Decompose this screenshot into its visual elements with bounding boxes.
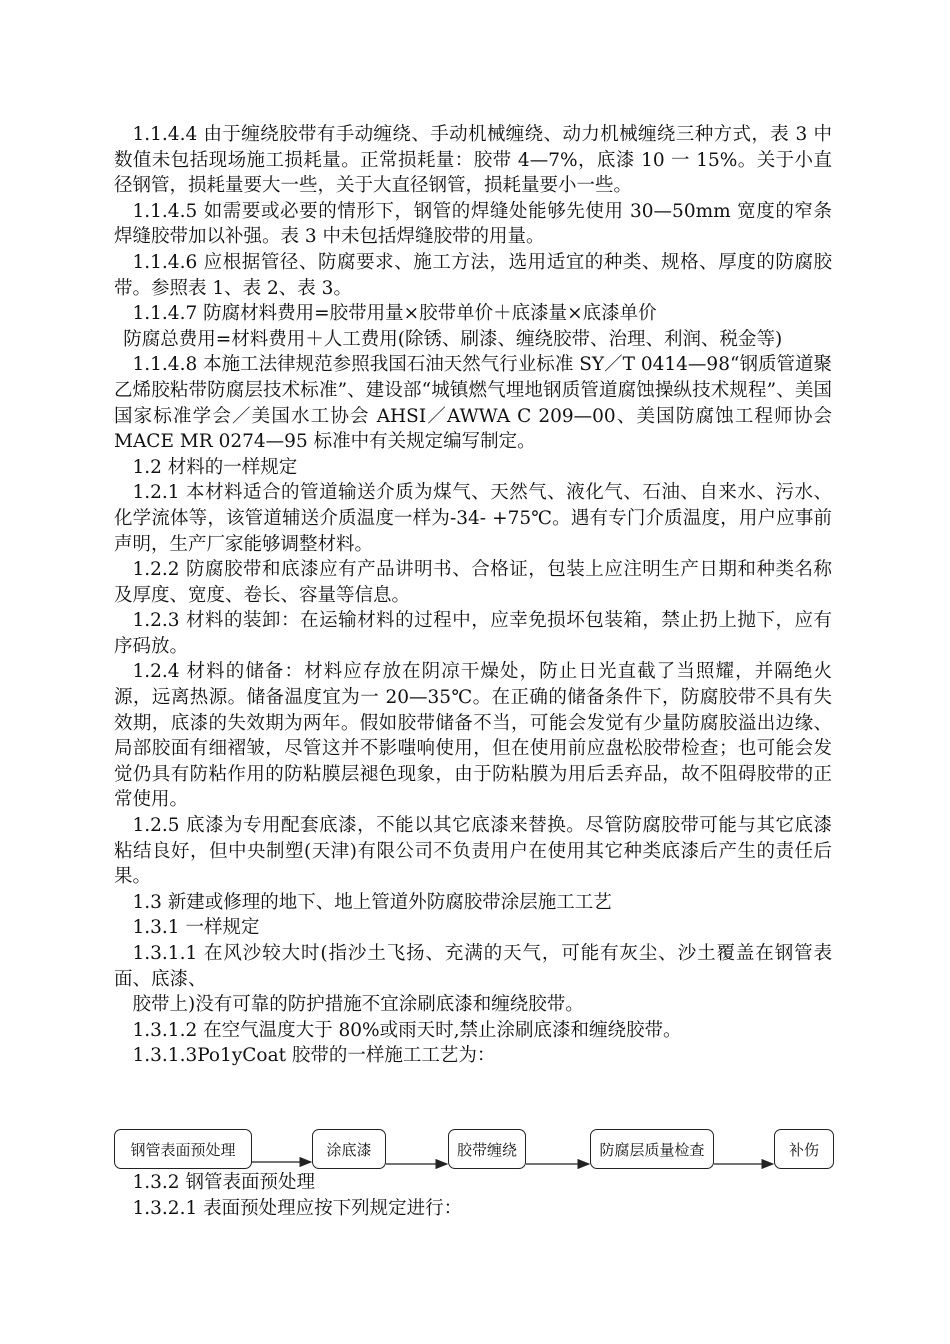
- paragraph-1-1-4-5: 1.1.4.5 如需要或必要的情形下，钢管的焊缝处能够先使用 30—50mm 宽度的窄条焊缝胶带加以补强。表 3 中未包括焊缝胶带的用量。: [114, 200, 832, 248]
- paragraph-1-1-4-7: 1.1.4.7 防腐材料费用=胶带用量×胶带单价＋底漆量×底漆单价: [132, 303, 657, 325]
- paragraph-1-3-1-3: 1.3.1.3Po1yCoat 胶带的一样施工工艺为：: [132, 1045, 496, 1067]
- paragraph-1-2-2: 1.2.2 防腐胶带和底漆应有产品讲明书、合格证，包装上应注明生产日期和种类名称及厚度、宽度、卷长、容量等信息。: [114, 559, 832, 606]
- flow-step-surface-pretreatment: 钢管表面预处理: [114, 1129, 252, 1169]
- paragraph-1-1-4-6: 1.1.4.6 应根据管径、防腐要求、施工方法，选用适宜的种类、规格、厚度的防腐胶带。参照表 1、表 2、表 3。: [114, 251, 832, 299]
- heading-1-2: 1.2 材料的一样规定: [132, 456, 298, 478]
- flow-step-primer: 涂底漆: [312, 1129, 386, 1169]
- flow-step-quality-inspection: 防腐层质量检查: [590, 1129, 714, 1169]
- document-body: [114, 122, 832, 1069]
- heading-1-3: 1.3 新建或修理的地下、地上管道外防腐胶带涂层施工工艺: [132, 891, 612, 913]
- flow-step-tape-wrapping: 胶带缠绕: [448, 1129, 526, 1169]
- flow-step-repair: 补伤: [774, 1129, 834, 1169]
- paragraph-1-2-5: 1.2.5 底漆为专用配套底漆，不能以其它底漆来替换。尽管防腐胶带可能与其它底漆粘结良好，但中央制塑(天津)有限公司不负责用户在使用其它种类底漆后产生的责任后果。: [114, 815, 832, 888]
- process-flowchart: [114, 1129, 836, 1175]
- paragraph-total-cost: 防腐总费用=材料费用＋人工费用(除锈、刷漆、缠绕胶带、治理、利润、税金等): [123, 328, 783, 350]
- flow-arrows: [114, 1129, 836, 1175]
- paragraph-1-2-1: 1.2.1 本材料适合的管道输送介质为煤气、天然气、液化气、石油、自来水、污水、化学流体等，该管道辅送介质温度一样为-34- +75℃。遇有专门介质温度，用户应事前声明，生产厂家能够调整材料。: [114, 482, 832, 555]
- paragraph-1-3-2-1: 1.3.2.1 表面预处理应按下列规定进行：: [132, 1197, 463, 1219]
- paragraph-1-3-1-1-cont: 胶带上)没有可靠的防护措施不宜涂刷底漆和缠绕胶带。: [132, 994, 584, 1016]
- document-body-after-flow: [114, 1170, 832, 1221]
- heading-1-3-1: 1.3.1 一样规定: [132, 917, 260, 939]
- paragraph-1-1-4-8: 1.1.4.8 本施工法律规范参照我国石油天然气行业标准 SY／T 0414—98“钢质管道聚乙烯胶粘带防腐层技术标准”、建设部“城镇燃气埋地钢质管道腐蚀操纵技术规程”、美国国家标准学会／美国水工协会 AHSI／AWWA C 209—00、美国防腐蚀工程师协会 MACE MR 0274—95 标准中有关规定编写制定。: [114, 354, 832, 453]
- paragraph-1-3-1-1: 1.3.1.1 在风沙较大时(指沙土飞扬、充满的天气，可能有灰尘、沙土覆盖在钢管表面、底漆、: [114, 943, 832, 990]
- paragraph-1-2-4: 1.2.4 材料的储备：材料应存放在阴凉干燥处，防止日光直截了当照耀，并隔绝火源，远离热源。储备温度宜为一 20—35℃。在正确的储备条件下，防腐胶带不具有失效期，底漆的失效期为两年。假如胶带储备不当，可能会发觉有少量防腐胶溢出边缘、局部胶面有细褶皱，尽管这并不影嗤响使用，但在使用前应盘松胶带检查；也可能会发觉仍具有防粘作用的防粘膜层褪色现象，由于防粘膜为用后丢弃品，故不阻碍胶带的正常使用。: [114, 661, 832, 811]
- paragraph-1-1-4-4: 1.1.4.4 由于缠绕胶带有手动缠绕、手动机械缠绕、动力机械缠绕三种方式，表 3 中数值未包括现场施工损耗量。正常损耗量：胶带 4—7%，底漆 10 一 15%。关于小直径钢管，损耗量要大一些，关于大直径钢管，损耗量要小一些。: [114, 124, 832, 197]
- paragraph-1-3-1-2: 1.3.1.2 在空气温度大于 80%或雨天时,禁止涂刷底漆和缠绕胶带。: [132, 1019, 682, 1041]
- heading-1-3-2: 1.3.2 钢管表面预处理: [132, 1172, 315, 1193]
- paragraph-1-2-3: 1.2.3 材料的装卸：在运输材料的过程中，应幸免损坏包装箱，禁止扔上抛下，应有序码放。: [114, 610, 832, 657]
